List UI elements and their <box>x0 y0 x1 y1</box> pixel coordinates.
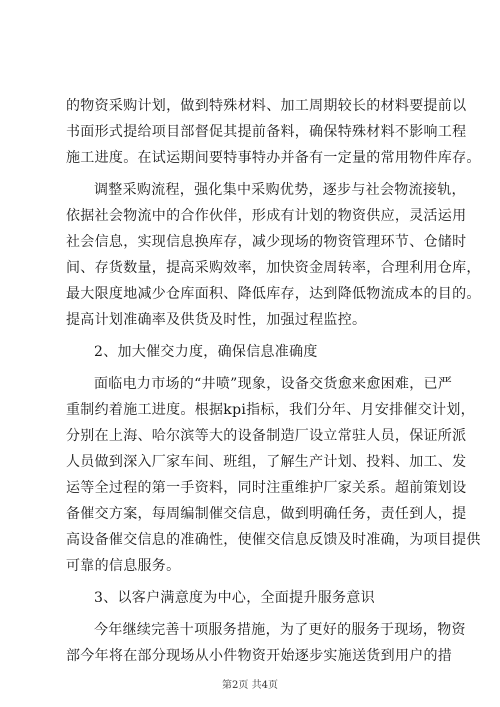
paragraph-line: 施工进度。在试运期间要特事特办并备有一定量的常用物件库存。 <box>66 150 481 166</box>
paragraph-line: 部今年将在部分现场从小件物资开始逐步实施送货到用户的措 <box>66 648 453 664</box>
paragraph-line: 书面形式提给项目部督促其提前备料，确保特殊材料不影响工程 <box>66 124 467 140</box>
paragraph-line: 分别在上海、哈尔滨等大的设备制造厂设立常驻人员，保证所派 <box>66 428 467 444</box>
paragraph-line: 备催交方案，每周编制催交信息，做到明确任务，责任到人，提 <box>66 506 467 522</box>
paragraph-line: 重制约着施工进度。根据kpi指标，我们分年、月安排催交计划， <box>66 402 475 418</box>
paragraph-line: 依据社会物流中的合作伙伴，形成有计划的物资供应，灵活运用 <box>66 208 467 224</box>
paragraph-line: 2、加大催交力度，确保信息准确度 <box>94 344 318 360</box>
page-footer: 第2页 共4页 <box>222 680 278 691</box>
paragraph-line: 间、存货数量，提高采购效率，加快资金周转率，合理利用仓库， <box>66 260 481 276</box>
paragraph-line: 最大限度地减少仓库面积、降低库存，达到降低物流成本的目的。 <box>66 286 481 302</box>
paragraph-line: 的物资采购计划，做到特殊材料、加工周期较长的材料要提前以 <box>66 98 467 114</box>
paragraph-line: 面临电力市场的“井喷”现象，设备交货愈来愈困难，已严 <box>94 376 453 392</box>
paragraph-line: 今年继续完善十项服务措施，为了更好的服务于现场，物资 <box>94 622 466 638</box>
document-body <box>66 93 481 669</box>
paragraph-line: 运等全过程的第一手资料，同时注重维护厂家关系。超前策划设 <box>66 480 467 496</box>
paragraph-line: 可靠的信息服务。 <box>66 558 181 574</box>
paragraph-line: 提高计划准确率及供货及时性，加强过程监控。 <box>66 312 367 328</box>
paragraph-line: 社会信息，实现信息换库存，减少现场的物资管理环节、仓储时 <box>66 234 467 250</box>
paragraph-line: 调整采购流程，强化集中采购优势，逐步与社会物流接轨， <box>94 182 466 198</box>
paragraph-line: 高设备催交信息的准确性，使催交信息反馈及时准确，为项目提供 <box>66 532 481 548</box>
paragraph-line: 3、以客户满意度为中心，全面提升服务意识 <box>94 590 375 606</box>
paragraph-line: 人员做到深入厂家车间、班组，了解生产计划、投料、加工、发 <box>66 454 467 470</box>
